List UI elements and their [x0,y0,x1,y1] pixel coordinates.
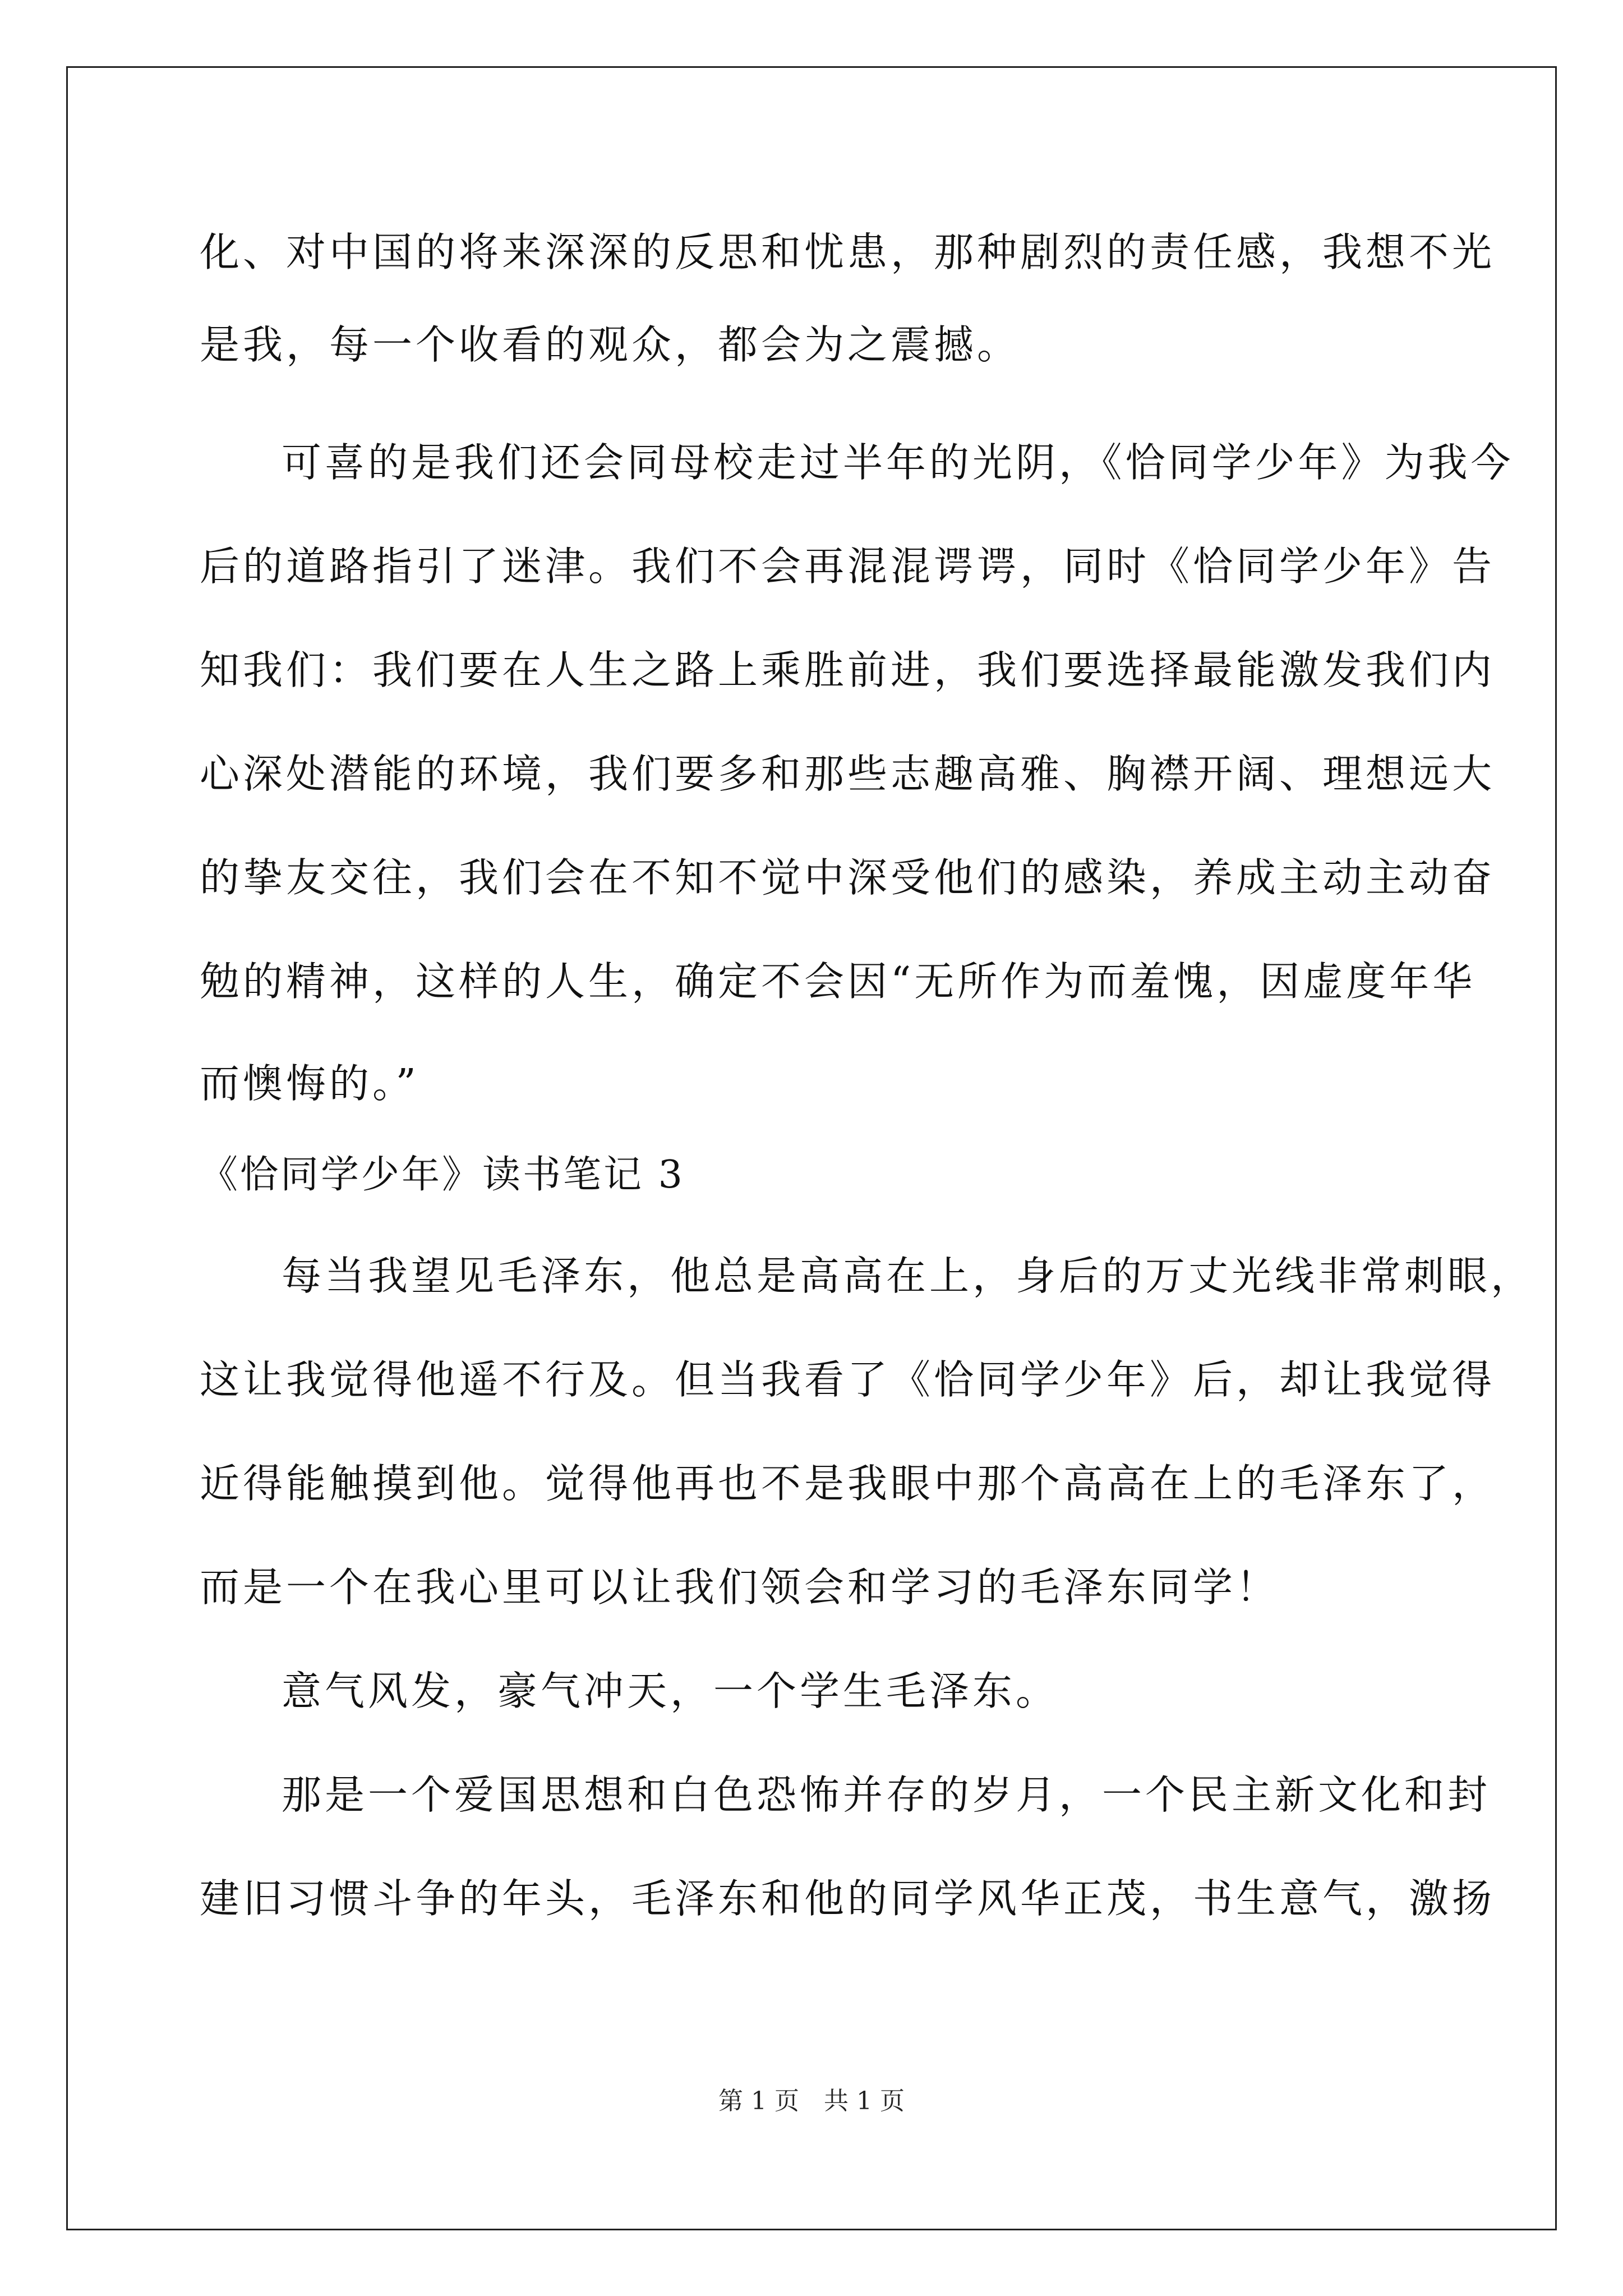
body-line-7: 的挚友交往，我们会在不知不觉中深受他们的感染，养成主动主动奋 [200,854,1496,901]
body-line-8: 勉的精神，这样的人生，确定不会因“无所作为而羞愧，因虚度年华 [200,958,1476,1005]
body-line-13: 而是一个在我心里可以让我们领会和学习的毛泽东同学！ [200,1564,1280,1611]
body-line-1: 化、对中国的将来深深的反思和忧患，那种剧烈的责任感，我想不光 [200,229,1496,275]
section-heading: 《恰同学少年》读书笔记 3 [200,1153,685,1197]
body-line-16: 建旧习惯斗争的年头，毛泽东和他的同学风华正茂，书生意气，激扬 [200,1875,1496,1922]
body-line-4: 后的道路指引了迷津。我们不会再混混谔谔，同时《恰同学少年》告 [200,543,1496,590]
body-line-6: 心深处潜能的环境，我们要多和那些志趣高雅、胸襟开阔、理想远大 [200,751,1496,797]
body-line-14: 意气风发，豪气冲天，一个学生毛泽东。 [282,1668,1059,1714]
body-line-5: 知我们：我们要在人生之路上乘胜前进，我们要选择最能激发我们内 [200,647,1496,693]
body-line-3: 可喜的是我们还会同母校走过半年的光阴，《恰同学少年》为我今 [282,439,1514,486]
body-line-9: 而懊悔的。” [200,1060,419,1107]
page-footer: 第 1 页 共 1 页 [718,2087,905,2115]
body-line-10: 每当我望见毛泽东，他总是高高在上，身后的万丈光线非常刺眼， [282,1253,1534,1299]
body-line-15: 那是一个爱国思想和白色恐怖并存的岁月，一个民主新文化和封 [282,1772,1491,1818]
body-line-2: 是我，每一个收看的观众，都会为之震撼。 [200,321,1021,368]
body-line-12: 近得能触摸到他。觉得他再也不是我眼中那个高高在上的毛泽东了， [200,1460,1496,1507]
body-line-11: 这让我觉得他遥不行及。但当我看了《恰同学少年》后，却让我觉得 [200,1356,1496,1403]
